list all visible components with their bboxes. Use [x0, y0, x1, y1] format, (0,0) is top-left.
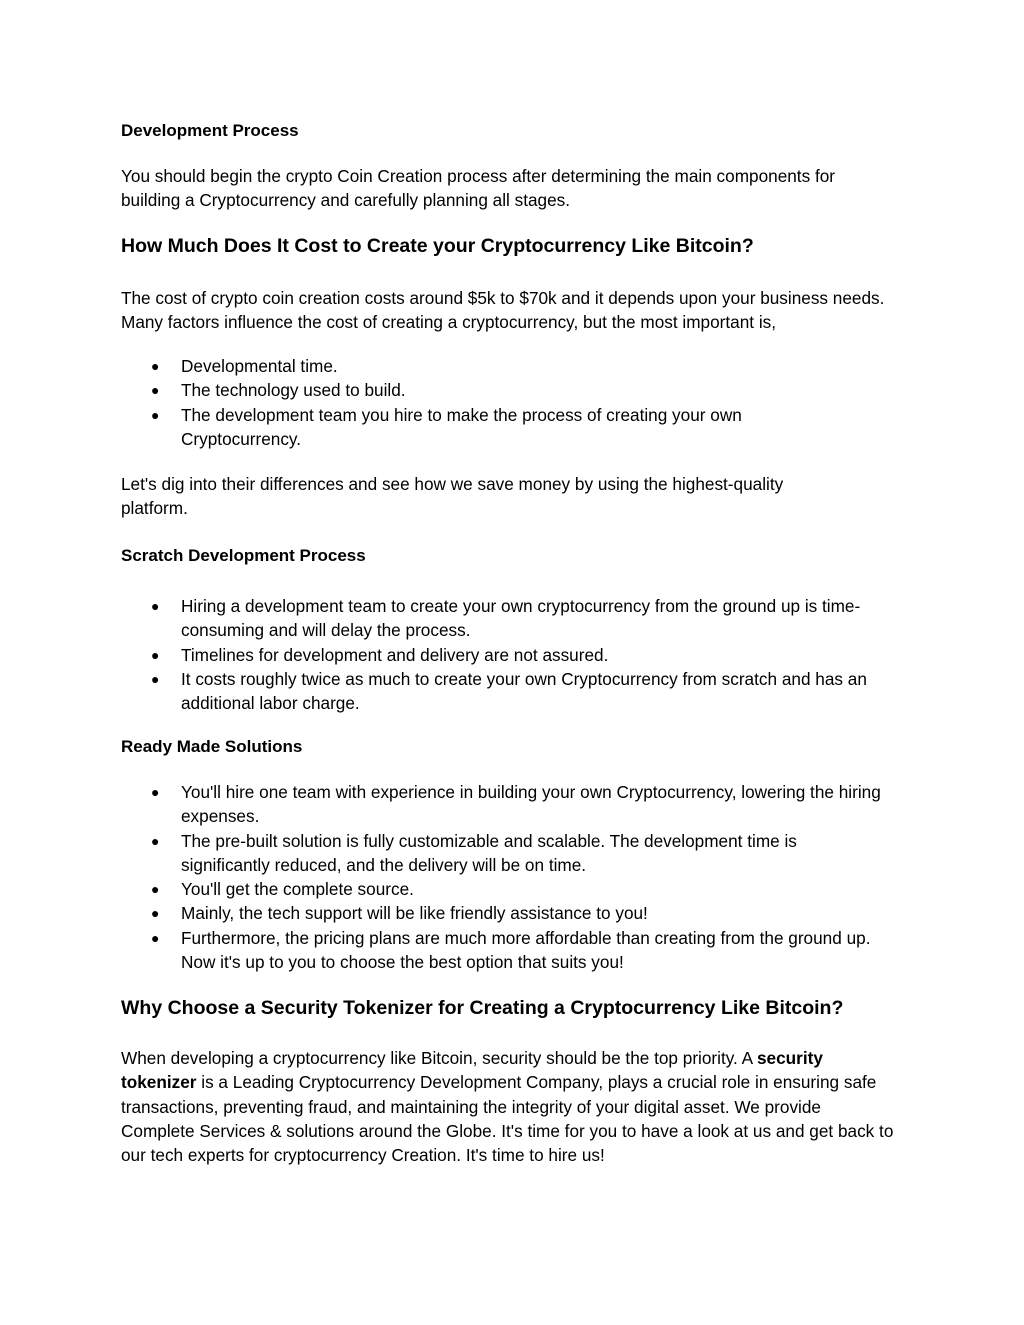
list-item: ● The pre-built solution is fully customizable and scalable. The development time is significantly reduced, and the delivery will be on time.	[151, 830, 797, 875]
list-item: ● You'll hire one team with experience in building your own Cryptocurrency, lowering the hiring expenses.	[151, 782, 881, 827]
list-item: ● The development team you hire to make the process of creating your own Cryptocurrency.	[151, 404, 742, 449]
list-item: ● You'll get the complete source.	[121, 877, 896, 901]
ready-made-list	[121, 780, 896, 974]
list-item: ● Timelines for development and delivery are not assured.	[121, 643, 896, 667]
company-name-bold: security tokenizer	[121, 1048, 823, 1093]
section-heading-development-process: Development Process	[121, 121, 299, 140]
bullet-icon: ●	[151, 881, 160, 898]
development-process-paragraph: You should begin the crypto Coin Creation process after determining the main components for building a Cryptocurrency and carefully planning all stages.	[121, 166, 836, 211]
bullet-icon: ●	[151, 382, 160, 399]
bullet-icon: ●	[151, 406, 160, 423]
cost-paragraph: The cost of crypto coin creation costs around $5k to $70k and it depends upon your business needs. Many factors influence the cost of creating a cryptocurrency, but the most important is,	[121, 288, 885, 333]
bullet-icon: ●	[151, 358, 160, 374]
bullet-icon: ●	[151, 905, 160, 922]
bullet-icon: ●	[151, 670, 160, 687]
scratch-list	[121, 594, 896, 715]
list-item: ● Hiring a development team to create your own cryptocurrency from the ground up is time-consuming and will delay the process.	[151, 596, 861, 641]
list-item: ● Furthermore, the pricing plans are much more affordable than creating from the ground up. Now it's up to you to choose the best option that suits you!	[151, 927, 871, 973]
list-item: ● Mainly, the tech support will be like friendly assistance to you!	[121, 901, 896, 925]
cost-closing-paragraph: Let's dig into their differences and see how we save money by using the highest-quality platform.	[121, 474, 784, 519]
bullet-icon: ●	[151, 929, 160, 946]
list-item: ● Developmental time.	[121, 354, 896, 378]
section-heading-cost: How Much Does It Cost to Create your Cryptocurrency Like Bitcoin?	[121, 235, 754, 257]
section-heading-ready-made: Ready Made Solutions	[121, 737, 303, 756]
bullet-icon: ●	[151, 784, 160, 800]
why-choose-paragraph: When developing a cryptocurrency like Bitcoin, security should be the top priority. A security tokenizer is a Leading Cryptocurrency Development Company, plays a crucial role in ensuring safe transactions, preventing fraud, and maintaining the integrity of your digital asset. We provide Complete Services & solutions around the Globe. It's time for you to have a look at us and get back to our tech experts for cryptocurrency Creation. It's time to hire us!	[121, 1048, 894, 1166]
section-heading-scratch: Scratch Development Process	[121, 546, 366, 565]
list-item: ● The technology used to build.	[121, 378, 896, 402]
bullet-icon: ●	[151, 598, 160, 614]
bullet-icon: ●	[151, 832, 160, 849]
bullet-icon: ●	[151, 646, 160, 663]
section-heading-why-choose: Why Choose a Security Tokenizer for Creating a Cryptocurrency Like Bitcoin?	[121, 997, 844, 1019]
cost-factors-list	[121, 354, 896, 451]
list-item: ● It costs roughly twice as much to create your own Cryptocurrency from scratch and has an additional labor charge.	[151, 668, 867, 714]
